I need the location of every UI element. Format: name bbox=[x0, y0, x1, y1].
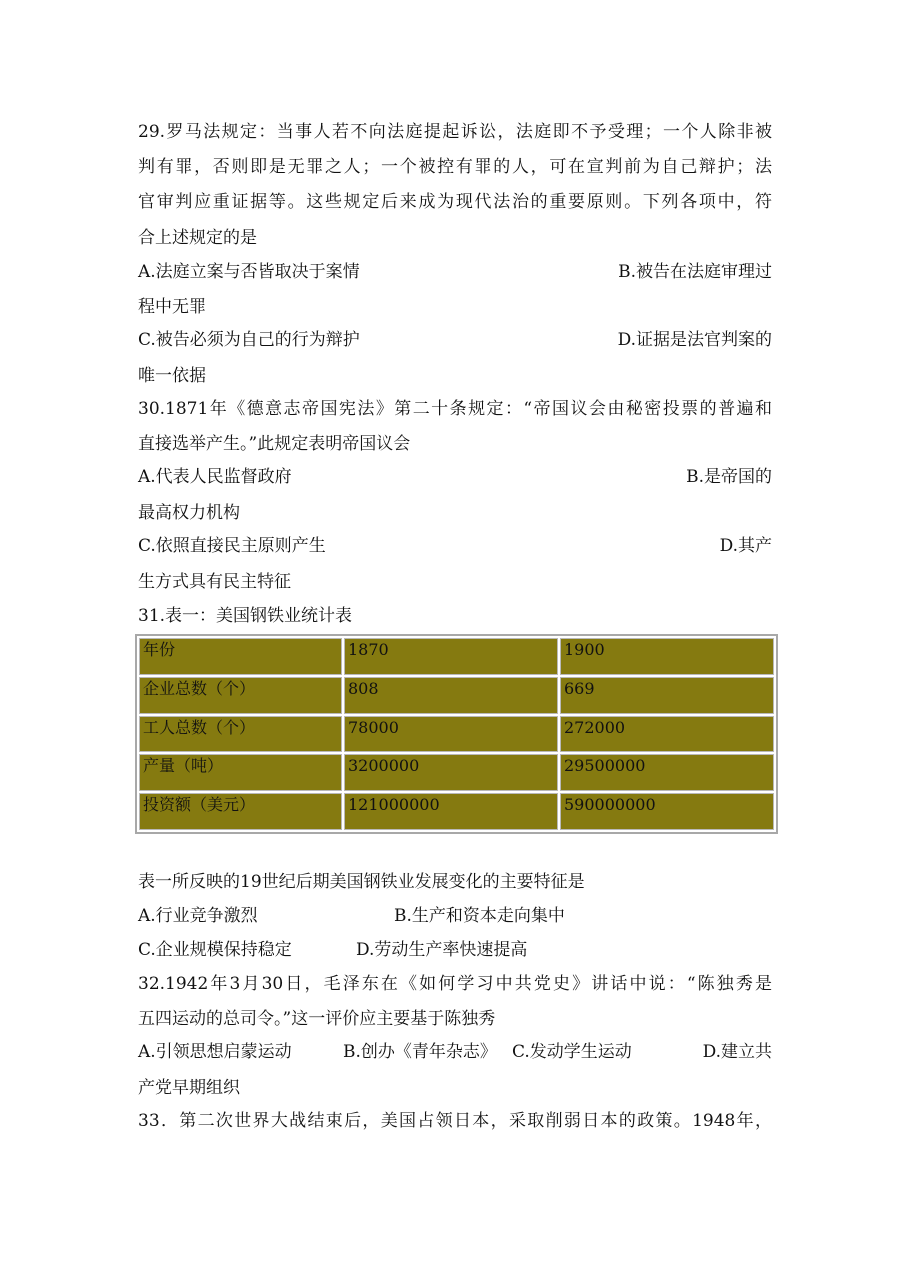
table-cell: 产量（吨） bbox=[139, 754, 342, 791]
q30-option-d: D.其产 bbox=[719, 536, 772, 556]
q29-option-b-continued: 程中无罪 bbox=[138, 297, 206, 317]
q31-option-a: A.行业竞争激烈 bbox=[138, 906, 258, 926]
q30-stem-line-1: 30.1871年《德意志帝国宪法》第二十条规定：“帝国议会由秘密投票的普遍和 bbox=[138, 399, 772, 419]
q32-option-c: C.发动学生运动 bbox=[512, 1042, 632, 1062]
table-cell: 29500000 bbox=[560, 754, 774, 791]
q30-option-d-continued: 生方式具有民主特征 bbox=[138, 572, 291, 592]
q32-option-d: D.建立共 bbox=[702, 1042, 772, 1062]
table-cell: 年份 bbox=[139, 638, 342, 675]
q31-title: 31.表一：美国钢铁业统计表 bbox=[138, 606, 353, 626]
table-cell: 121000000 bbox=[344, 793, 558, 830]
q30-option-a: A.代表人民监督政府 bbox=[138, 467, 292, 487]
q31-question: 表一所反映的19世纪后期美国钢铁业发展变化的主要特征是 bbox=[138, 872, 585, 892]
q30-options-row-2 bbox=[138, 534, 772, 558]
q29-option-c: C.被告必须为自己的行为辩护 bbox=[138, 330, 360, 350]
q30-option-c: C.依照直接民主原则产生 bbox=[138, 536, 326, 556]
q32-option-b: B.创办《青年杂志》 bbox=[343, 1042, 497, 1062]
q30-option-b-continued: 最高权力机构 bbox=[138, 503, 240, 523]
q32-stem-line-2: 五四运动的总司令。”这一评价应主要基于陈独秀 bbox=[138, 1009, 496, 1029]
q29-options-row-2 bbox=[138, 328, 772, 352]
q32-stem-line-1: 32.1942年3月30日，毛泽东在《如何学习中共党史》讲话中说：“陈独秀是 bbox=[138, 974, 772, 994]
q29-stem-line-3: 官审判应重证据等。这些规定后来成为现代法治的重要原则。下列各项中，符 bbox=[138, 192, 772, 212]
table-cell: 1900 bbox=[560, 638, 774, 675]
table-row bbox=[139, 677, 774, 714]
q29-option-a: A.法庭立案与否皆取决于案情 bbox=[138, 262, 360, 282]
table-cell: 590000000 bbox=[560, 793, 774, 830]
q30-stem-line-2: 直接选举产生。”此规定表明帝国议会 bbox=[138, 434, 411, 454]
q29-option-b: B.被告在法庭审理过 bbox=[618, 262, 772, 282]
q31-option-c: C.企业规模保持稳定 bbox=[138, 940, 292, 960]
table-row bbox=[139, 638, 774, 675]
q29-option-d-continued: 唯一依据 bbox=[138, 366, 206, 386]
q30-options-row-1 bbox=[138, 465, 772, 489]
table-row bbox=[139, 716, 774, 753]
q31-options-row-1 bbox=[138, 904, 772, 928]
table-cell: 1870 bbox=[344, 638, 558, 675]
q31-options-row-2 bbox=[138, 938, 772, 962]
table-cell: 工人总数（个） bbox=[139, 716, 342, 753]
table-row bbox=[139, 793, 774, 830]
q29-stem-line-2: 判有罪，否则即是无罪之人；一个被控有罪的人，可在宣判前为自己辩护；法 bbox=[138, 157, 772, 177]
q32-option-d-continued: 产党早期组织 bbox=[138, 1078, 240, 1098]
q29-option-d: D.证据是法官判案的 bbox=[617, 330, 772, 350]
table-row bbox=[139, 754, 774, 791]
table-cell: 669 bbox=[560, 677, 774, 714]
q30-option-b: B.是帝国的 bbox=[686, 467, 772, 487]
table-cell: 企业总数（个） bbox=[139, 677, 342, 714]
table-cell: 272000 bbox=[560, 716, 774, 753]
q29-options-row-1 bbox=[138, 260, 772, 284]
table-cell: 3200000 bbox=[344, 754, 558, 791]
table-cell: 78000 bbox=[344, 716, 558, 753]
q29-stem-line-4: 合上述规定的是 bbox=[138, 228, 257, 248]
q33-stem-line-1: 33．第二次世界大战结束后，美国占领日本，采取削弱日本的政策。1948年， bbox=[138, 1111, 772, 1131]
q32-options-row-1 bbox=[138, 1040, 772, 1064]
q29-stem-line-1: 29.罗马法规定：当事人若不向法庭提起诉讼，法庭即不予受理；一个人除非被 bbox=[138, 122, 772, 142]
table-cell: 808 bbox=[344, 677, 558, 714]
steel-industry-table bbox=[135, 634, 778, 834]
q31-option-d: D.劳动生产率快速提高 bbox=[356, 940, 528, 960]
q32-option-a: A.引领思想启蒙运动 bbox=[138, 1042, 292, 1062]
table-cell: 投资额（美元） bbox=[139, 793, 342, 830]
q31-option-b: B.生产和资本走向集中 bbox=[394, 906, 565, 926]
